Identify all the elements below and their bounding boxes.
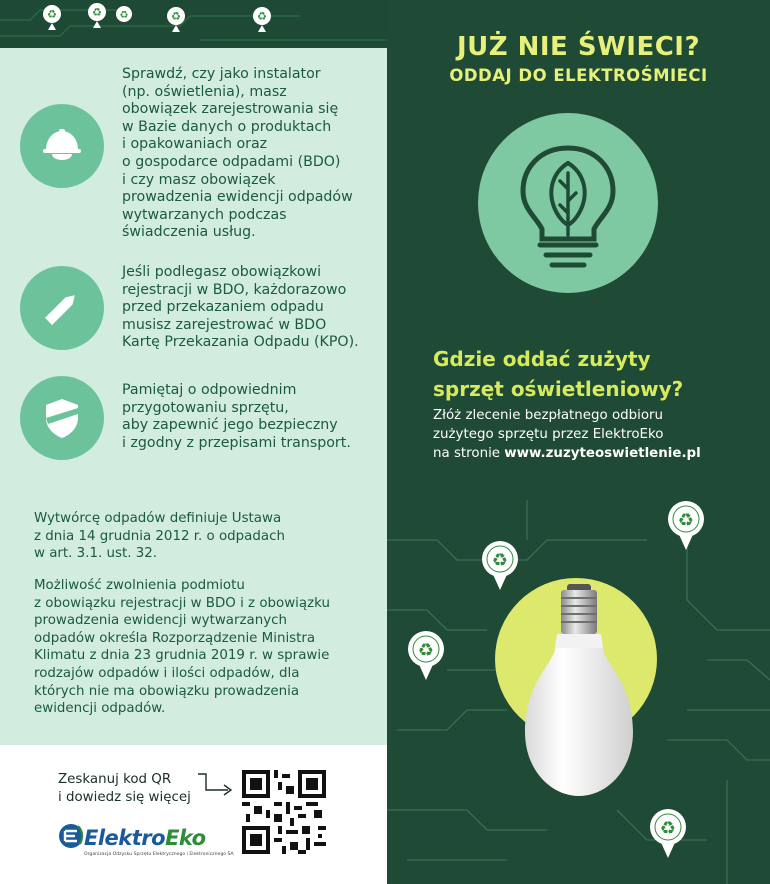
qr-caption: Zeskanuj kod QR i dowiedz się więcej [58,772,191,805]
recycle-pin-icon [253,7,271,32]
recycle-pin-icon [116,6,132,22]
pencil-circle [20,266,104,350]
logo-part-elektro: Elektro [84,826,166,850]
helmet-circle [20,104,104,188]
svg-text:♻: ♻ [257,10,267,23]
svg-text:♻: ♻ [92,6,102,19]
elektroeko-logo-icon [58,822,84,850]
bulb-leaf-icon [478,113,658,293]
website-link[interactable]: www.zuzyteoswietlenie.pl [504,446,701,461]
top-pins-decoration [0,0,387,48]
item-text-bdo-registration: Sprawdź, czy jako instalator (np. oświetlenia), masz obowiązek zarejestrowania się w Bazie danych o produktach i opakowaniach oraz o gospodarce odpadami (BDO) i czy masz obowiązek prowadzenia ewidencji odpadów wytwarzanych podczas świadczenia usług. [122,66,353,241]
recycle-pin-icon [88,3,106,28]
qr-code[interactable] [242,770,326,854]
recycle-pin-icon [407,630,445,682]
item-text-kpo: Jeśli podlegasz obowiązkowi rejestracji w BDO, każdorazowo przed przekazaniem odpadu musisz zarejestrować w BDO Kartę Przekazania Odpadu (KPO). [122,264,359,351]
svg-text:♻: ♻ [119,10,129,21]
svg-text:♻: ♻ [417,640,435,661]
svg-text:♻: ♻ [491,550,509,571]
arrow-icon [196,770,236,800]
paragraph-exemption: Możliwość zwolnienia podmiotu z obowiązku rejestracji w BDO i z obowiązku prowadzenia ewidencji wytwarzanych odpadów określa Rozporządzenie Ministra Klimatu z dnia 23 grudnia 2019 r. w sprawie rodzajów odpadów i ilości odpadów, dla których nie ma obowiązku prowadzenia ewidencji odpadów. [34,578,330,717]
recycle-pin-icon [43,5,61,30]
recycle-pin-icon [667,500,705,552]
svg-text:♻: ♻ [659,818,677,839]
pencil-icon [40,286,84,330]
svg-text:♻: ♻ [47,8,57,21]
item-text-transport: Pamiętaj o odpowiednim przygotowaniu sprzętu, aby zapewnić jego bezpieczny i zgodny z przepisami transport. [122,382,351,451]
recycle-pin-icon [481,540,519,592]
recycle-pin-icon [649,808,687,860]
headline-subtitle: ODDAJ DO ELEKTROŚMIECI [449,66,708,85]
shield-icon [42,396,82,440]
right-panel [387,0,770,884]
led-bulb-image [517,582,641,802]
logo-tagline: Organizacja Odzysku Sprzętu Elektrycznego i Elektronicznego SA [84,852,234,857]
headline-title: JUŻ NIE ŚWIECI? [456,32,701,62]
logo-part-eko: Eko [165,826,206,850]
shield-circle [20,376,104,460]
paragraph-definition: Wytwórcę odpadów definiuje Ustawa z dnia 14 grudnia 2012 r. o odpadach w art. 3.1. ust. 32. [34,511,285,562]
top-strip [0,0,387,48]
recycle-pin-icon [167,7,185,32]
svg-text:♻: ♻ [677,510,695,531]
svg-text:♻: ♻ [171,10,181,23]
footer-area [0,745,387,884]
where-title: Gdzie oddać zużyty sprzęt oświetleniowy? [433,347,684,401]
where-subtitle [433,406,701,463]
logo-wordmark [84,826,206,850]
where-subtitle-text: Złóż zlecenie bezpłatnego odbioru zużytego sprzętu przez ElektroEko na stronie [433,408,664,461]
helmet-icon [40,126,84,166]
